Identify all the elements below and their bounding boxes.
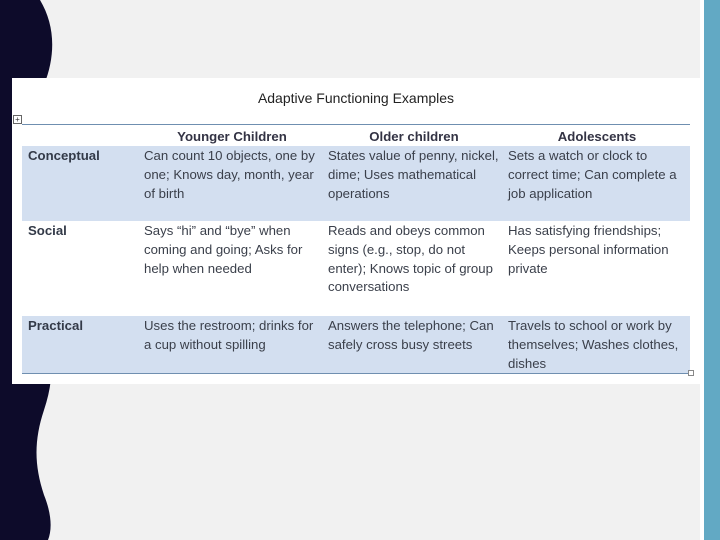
table-row xyxy=(22,221,690,316)
header-cell: Older children xyxy=(324,125,504,147)
table-title: Adaptive Functioning Examples xyxy=(257,90,455,106)
row-label: Social xyxy=(28,223,67,238)
table-image xyxy=(12,78,700,384)
row-label: Practical xyxy=(22,316,140,374)
table-row xyxy=(22,146,690,221)
table-cell: Says “hi” and “bye” when coming and going; Asks for help when needed xyxy=(144,223,303,276)
row-label: Conceptual xyxy=(22,146,140,221)
table-cell: States value of penny, nickel, dime; Uses mathematical operations xyxy=(324,146,504,221)
table-cell: Sets a watch or clock to correct time; Can complete a job application xyxy=(504,146,690,221)
table-cell: Answers the telephone; Can safely cross busy streets xyxy=(324,316,504,374)
table-cell: Travels to school or work by themselves; Washes clothes, dishes xyxy=(504,316,690,374)
table-cell: Has satisfying friendships; Keeps personal information private xyxy=(508,223,669,276)
table-cell: Can count 10 objects, one by one; Knows day, month, year of birth xyxy=(140,146,324,221)
move-icon[interactable]: + xyxy=(13,115,22,124)
table-cell: Uses the restroom; drinks for a cup without spilling xyxy=(140,316,324,374)
resize-handle[interactable] xyxy=(688,370,694,376)
adaptive-functioning-table xyxy=(22,124,690,374)
table-row xyxy=(22,316,690,374)
table-cell: Reads and obeys common signs (e.g., stop, do not enter); Knows topic of group conversations xyxy=(328,223,493,295)
header-cell: Younger Children xyxy=(140,125,324,147)
header-cell xyxy=(22,125,140,147)
header-row xyxy=(22,125,690,147)
header-cell: Adolescents xyxy=(504,125,690,147)
accent-bar xyxy=(704,0,720,540)
